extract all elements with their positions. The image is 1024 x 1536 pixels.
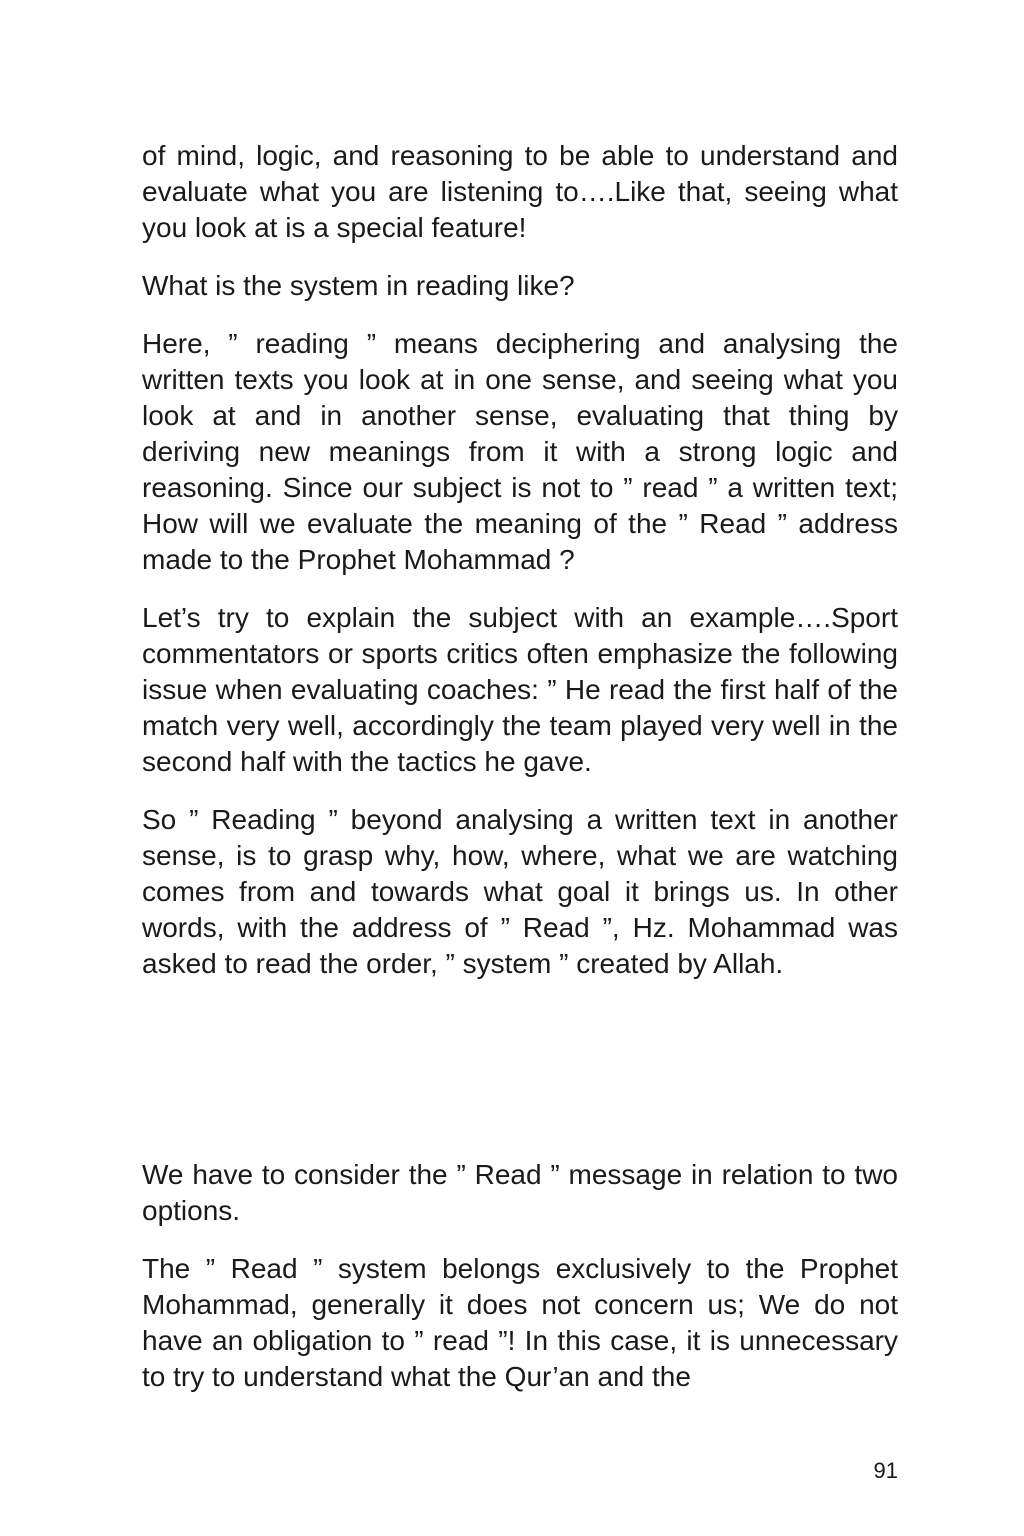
page-number: 91 xyxy=(873,1458,898,1483)
paragraph-2-question: What is the system in reading like? xyxy=(142,270,575,301)
paragraph-4: Let’s try to explain the subject with an example….Sport commentators or sports critics often emphasize the following issue when evaluating coaches: ” He read the first half of the match very well, accordingly the team played very well in the second half with the tactics he gave. xyxy=(142,602,898,777)
paragraph-6: We have to consider the ” Read ” message in relation to two options. xyxy=(142,1159,898,1226)
paragraph-5: So ” Reading ” beyond analysing a written text in another sense, is to grasp why, how, where, what we are watching comes from and towards what goal it brings us. In other words, with the address of ” Read ”, Hz. Mohammad was asked to read the order, ” system ” created by Allah. xyxy=(142,804,898,979)
paragraph-7: The ” Read ” system belongs exclusively to the Prophet Mohammad, generally it does not concern us; We do not have an obligation to ” read ”! In this case, it is unnecessary to try to understand what the Qur’an and the xyxy=(142,1253,898,1392)
paragraph-1: of mind, logic, and reasoning to be able to understand and evaluate what you are listening to….Like that, seeing what you look at is a special feature! xyxy=(142,140,898,243)
paragraph-3: Here, ” reading ” means deciphering and analysing the written texts you look at in one sense, and seeing what you look at and in another sense, evaluating that thing by deriving new meanings from it with a strong logic and reasoning. Since our subject is not to ” read ” a written text; How will we evaluate the meaning of the ” Read ” address made to the Prophet Mohammad ? xyxy=(142,328,898,575)
